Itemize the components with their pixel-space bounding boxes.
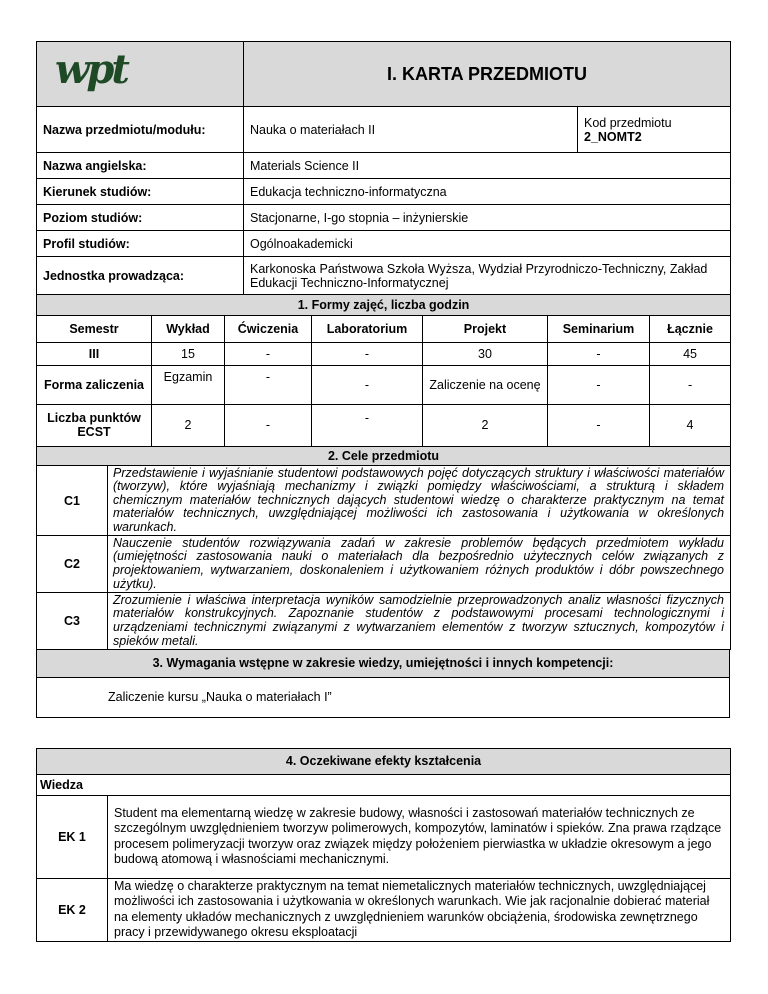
ects-cwiczenia: - <box>225 404 312 446</box>
prerequisites-table <box>36 650 730 718</box>
effect-code: EK 1 <box>37 795 108 878</box>
level-value: Stacjonarne, I-go stopnia – inżynierskie <box>244 205 731 231</box>
goals-table <box>36 447 731 651</box>
page-title: I. KARTA PRZEDMIOTU <box>244 42 731 107</box>
header-wyklad: Wykład <box>152 315 225 342</box>
info-table <box>36 41 731 295</box>
header-projekt: Projekt <box>423 315 548 342</box>
hours-cwiczenia: - <box>225 342 312 365</box>
profile-value: Ogólnoakademicki <box>244 231 731 257</box>
goal-code: C2 <box>37 536 108 593</box>
hours-laboratorium: - <box>312 342 423 365</box>
level-label: Poziom studiów: <box>37 205 244 231</box>
effect-code: EK 2 <box>37 878 108 941</box>
section1-title: 1. Formy zajęć, liczba godzin <box>37 295 731 315</box>
effect-text: Student ma elementarną wiedzę w zakresie budowy, własności i zastosowań materiałów technicznych ze szczególnym uwzględnieniem tworzyw polimerowych, kompozytów, laminatów i spieków. Zna prawa rządzące procesem polimeryzacji tworzyw oraz związek między położeniem pierwiastka w układzie okresowym a jego budową atomową i własnościami mechanicznymi. <box>108 795 731 878</box>
field-value: Edukacja techniczno-informatyczna <box>244 179 731 205</box>
header-semestr: Semestr <box>37 315 152 342</box>
goal-code: C3 <box>37 593 108 650</box>
header-cwiczenia: Ćwiczenia <box>225 315 312 342</box>
goal-text: Nauczenie studentów rozwiązywania zadań w zakresie problemów będących przedmiotem wykładu (umiejętności zastosowania nauki o materiałach dla bezpośrednio użytecznych celów związanych z projektowaniem, wytwarzaniem, doskonaleniem i użytkowaniem różnych produktów i dóbr powszechnego użytku). <box>108 536 731 593</box>
form-cwiczenia: - <box>225 365 312 404</box>
ects-laboratorium: - <box>312 404 423 446</box>
name-value: Nauka o materiałach II <box>244 107 578 153</box>
goal-text: Zrozumienie i właściwa interpretacja wyników samodzielnie przeprowadzonych analiz własności fizycznych materiałów konstrukcyjnych. Zapoznanie studentów z podstawowymi procesami technologicznymi i urządzeniami technicznymi związanymi z wytwarzaniem elementów z tworzyw sztucznych, kompozytów i spieków metali. <box>108 593 731 650</box>
goal-text: Przedstawienie i wyjaśnianie studentowi podstawowych pojęć dotyczących struktury i właściwości materiałów (tworzyw), które wyjaśniają mechanizmy i związki pomiędzy właściwościami, a strukturą i składem chemicznym materiałów technicznych dających studentowi wiedzę o charakterze praktycznym na temat materiałów technicznych, uwzględniającej możliwości ich zastosowania i użytkowania w określonych warunkach. <box>108 466 731 536</box>
effect-text: Ma wiedzę o charakterze praktycznym na temat niemetalicznych materiałów technicznych, uwzględniającej możliwości ich zastosowania i użytkowania w określonych warunkach. Wie jak racjonalnie dobierać materiał na elementy układów mechanicznych z uwzględnieniem warunków obciążenia, środowiska zewnętrznego pracy i przewidywanego okresu eksploatacji <box>108 878 731 941</box>
form-seminarium: - <box>548 365 650 404</box>
goal-code: C1 <box>37 466 108 536</box>
ects-projekt: 2 <box>423 404 548 446</box>
hours-semestr: III <box>37 342 152 365</box>
header-seminarium: Seminarium <box>548 315 650 342</box>
unit-label: Jednostka prowadząca: <box>37 257 244 295</box>
form-label: Forma zaliczenia <box>37 365 152 404</box>
code-cell <box>578 107 731 153</box>
english-label: Nazwa angielska: <box>37 153 244 179</box>
section3-title: 3. Wymagania wstępne w zakresie wiedzy, umiejętności i innych kompetencji: <box>37 650 730 677</box>
ects-lacznie: 4 <box>650 404 731 446</box>
prerequisites-text: Zaliczenie kursu „Nauka o materiałach I” <box>37 677 730 717</box>
ects-seminarium: - <box>548 404 650 446</box>
code-value: 2_NOMT2 <box>584 129 642 144</box>
header-laboratorium: Laboratorium <box>312 315 423 342</box>
knowledge-subhead: Wiedza <box>37 774 731 795</box>
wpt-logo: wpt <box>55 45 127 93</box>
field-label: Kierunek studiów: <box>37 179 244 205</box>
hours-seminarium: - <box>548 342 650 365</box>
header-lacznie: Łącznie <box>650 315 731 342</box>
hours-projekt: 30 <box>423 342 548 365</box>
ects-wyklad: 2 <box>152 404 225 446</box>
hours-lacznie: 45 <box>650 342 731 365</box>
form-wyklad: Egzamin <box>152 365 225 404</box>
logo-cell <box>37 42 244 107</box>
code-label: Kod przedmiotu <box>584 115 672 130</box>
profile-label: Profil studiów: <box>37 231 244 257</box>
course-card <box>36 41 730 942</box>
form-laboratorium: - <box>312 365 423 404</box>
form-lacznie: - <box>650 365 731 404</box>
unit-value: Karkonoska Państwowa Szkoła Wyższa, Wydział Przyrodniczo-Techniczny, Zakład Edukacji Techniczno-Informatycznej <box>244 257 731 295</box>
hours-wyklad: 15 <box>152 342 225 365</box>
english-value: Materials Science II <box>244 153 731 179</box>
form-projekt: Zaliczenie na ocenę <box>423 365 548 404</box>
outcomes-table <box>36 748 731 942</box>
ects-label: Liczba punktów ECST <box>37 404 152 446</box>
section4-title: 4. Oczekiwane efekty kształcenia <box>37 748 731 774</box>
section2-title: 2. Cele przedmiotu <box>37 447 731 466</box>
forms-table <box>36 295 731 447</box>
name-label: Nazwa przedmiotu/modułu: <box>37 107 244 153</box>
